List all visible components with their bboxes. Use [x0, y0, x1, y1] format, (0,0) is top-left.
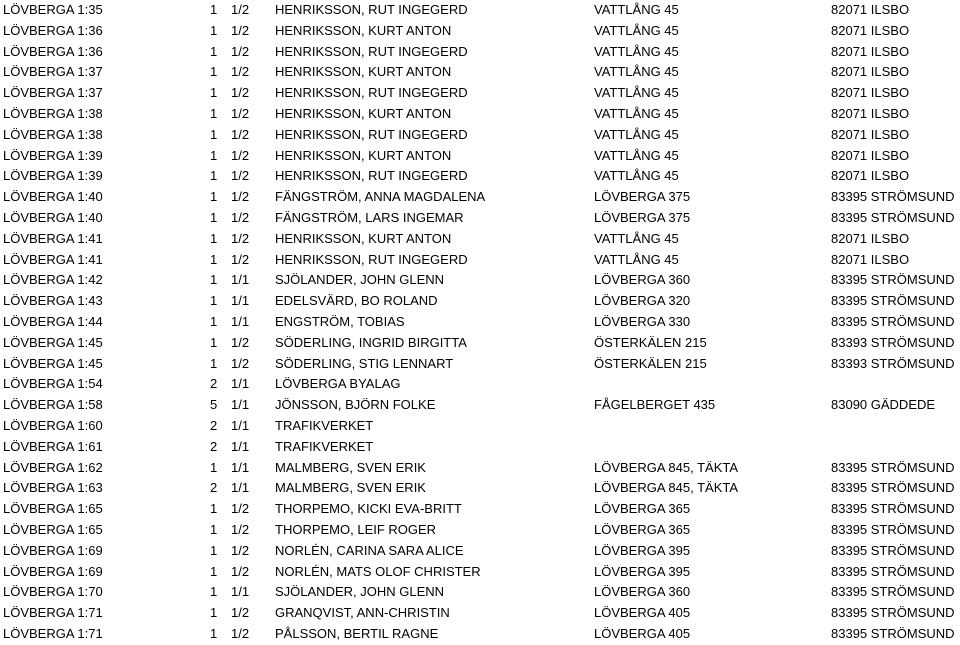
owner-cell: HENRIKSSON, RUT INGEGERD — [275, 85, 468, 101]
postal-cell: 83395 STRÖMSUND — [831, 209, 955, 225]
owner-cell: NORLÉN, MATS OLOF CHRISTER — [275, 563, 481, 579]
share-cell: 1/1 — [231, 293, 250, 309]
table-row — [0, 187, 960, 208]
owner-cell: HENRIKSSON, RUT INGEGERD — [275, 251, 468, 267]
postal-cell: 82071 ILSBO — [831, 126, 910, 142]
count-cell: 2 — [210, 417, 218, 433]
count-cell: 1 — [210, 272, 218, 288]
address-cell: VATTLÅNG 45 — [594, 105, 679, 121]
table-row — [0, 374, 960, 395]
table-row — [0, 125, 960, 146]
table-row — [0, 458, 960, 479]
address-cell: VATTLÅNG 45 — [594, 43, 679, 59]
address-cell: VATTLÅNG 45 — [594, 22, 679, 38]
count-cell: 1 — [210, 147, 218, 163]
count-cell: 1 — [210, 334, 218, 350]
table-row — [0, 520, 960, 541]
owner-cell: TRAFIKVERKET — [275, 438, 374, 454]
table-row — [0, 42, 960, 63]
share-cell: 1/2 — [231, 334, 250, 350]
postal-cell: 83393 STRÖMSUND — [831, 355, 955, 371]
table-row — [0, 416, 960, 437]
address-cell: LÖVBERGA 845, TÄKTA — [594, 480, 739, 496]
address-cell: ÖSTERKÄLEN 215 — [594, 334, 707, 350]
table-row — [0, 499, 960, 520]
share-cell: 1/2 — [231, 64, 250, 80]
owner-cell: JÖNSSON, BJÖRN FOLKE — [275, 397, 436, 413]
property-cell: LÖVBERGA 1:60 — [3, 417, 103, 433]
address-cell: LÖVBERGA 405 — [594, 625, 691, 641]
address-cell: FÅGELBERGET 435 — [594, 397, 716, 413]
share-cell: 1/2 — [231, 521, 250, 537]
share-cell: 1/2 — [231, 105, 250, 121]
share-cell: 1/2 — [231, 168, 250, 184]
table-row — [0, 166, 960, 187]
count-cell: 1 — [210, 542, 218, 558]
share-cell: 1/2 — [231, 251, 250, 267]
address-cell: VATTLÅNG 45 — [594, 126, 679, 142]
address-cell: LÖVBERGA 845, TÄKTA — [594, 459, 739, 475]
table-row — [0, 354, 960, 375]
share-cell: 1/1 — [231, 376, 250, 392]
address-cell: VATTLÅNG 45 — [594, 85, 679, 101]
table-row — [0, 270, 960, 291]
property-cell: LÖVBERGA 1:58 — [3, 397, 103, 413]
owner-cell: SÖDERLING, INGRID BIRGITTA — [275, 334, 467, 350]
table-row — [0, 62, 960, 83]
share-cell: 1/2 — [231, 85, 250, 101]
postal-cell: 82071 ILSBO — [831, 85, 910, 101]
property-cell: LÖVBERGA 1:61 — [3, 438, 103, 454]
postal-cell: 82071 ILSBO — [831, 251, 910, 267]
share-cell: 1/2 — [231, 355, 250, 371]
owner-cell: HENRIKSSON, RUT INGEGERD — [275, 168, 468, 184]
table-row — [0, 582, 960, 603]
owner-cell: EDELSVÄRD, BO ROLAND — [275, 293, 438, 309]
share-cell: 1/2 — [231, 126, 250, 142]
owner-cell: SJÖLANDER, JOHN GLENN — [275, 584, 445, 600]
owner-cell: HENRIKSSON, RUT INGEGERD — [275, 43, 468, 59]
share-cell: 1/2 — [231, 22, 250, 38]
table-row — [0, 250, 960, 271]
table-row — [0, 146, 960, 167]
owner-cell: HENRIKSSON, RUT INGEGERD — [275, 2, 468, 17]
share-cell: 1/1 — [231, 417, 250, 433]
address-cell: VATTLÅNG 45 — [594, 230, 679, 246]
postal-cell: 83395 STRÖMSUND — [831, 563, 955, 579]
owner-cell: SJÖLANDER, JOHN GLENN — [275, 272, 445, 288]
table-row — [0, 395, 960, 416]
owner-cell: MALMBERG, SVEN ERIK — [275, 459, 426, 475]
owner-cell: ENGSTRÖM, TOBIAS — [275, 313, 405, 329]
property-cell: LÖVBERGA 1:38 — [3, 126, 103, 142]
table-row — [0, 291, 960, 312]
owner-cell: TRAFIKVERKET — [275, 417, 374, 433]
share-cell: 1/2 — [231, 542, 250, 558]
postal-cell: 82071 ILSBO — [831, 230, 910, 246]
count-cell: 1 — [210, 43, 218, 59]
address-cell: VATTLÅNG 45 — [594, 147, 679, 163]
property-cell: LÖVBERGA 1:70 — [3, 584, 103, 600]
address-cell: LÖVBERGA 365 — [594, 501, 691, 517]
address-cell: LÖVBERGA 395 — [594, 542, 691, 558]
property-cell: LÖVBERGA 1:41 — [3, 251, 103, 267]
address-cell: LÖVBERGA 320 — [594, 293, 691, 309]
owner-cell: HENRIKSSON, RUT INGEGERD — [275, 126, 468, 142]
postal-cell: 82071 ILSBO — [831, 2, 910, 17]
owner-cell: THORPEMO, LEIF ROGER — [275, 521, 437, 537]
address-cell: LÖVBERGA 395 — [594, 563, 691, 579]
table-row — [0, 21, 960, 42]
table-row — [0, 312, 960, 333]
count-cell: 1 — [210, 605, 218, 621]
postal-cell: 83395 STRÖMSUND — [831, 584, 955, 600]
table-row — [0, 624, 960, 645]
property-cell: LÖVBERGA 1:37 — [3, 64, 103, 80]
count-cell: 1 — [210, 209, 218, 225]
count-cell: 2 — [210, 480, 218, 496]
property-cell: LÖVBERGA 1:44 — [3, 313, 103, 329]
count-cell: 1 — [210, 85, 218, 101]
share-cell: 1/2 — [231, 209, 250, 225]
share-cell: 1/1 — [231, 459, 250, 475]
share-cell: 1/1 — [231, 584, 250, 600]
property-cell: LÖVBERGA 1:39 — [3, 168, 103, 184]
share-cell: 1/2 — [231, 501, 250, 517]
owner-cell: LÖVBERGA BYALAG — [275, 376, 401, 392]
count-cell: 1 — [210, 563, 218, 579]
share-cell: 1/1 — [231, 438, 250, 454]
property-cell: LÖVBERGA 1:69 — [3, 563, 103, 579]
address-cell: LÖVBERGA 375 — [594, 189, 691, 205]
postal-cell: 83395 STRÖMSUND — [831, 625, 955, 641]
share-cell: 1/2 — [231, 43, 250, 59]
address-cell: LÖVBERGA 360 — [594, 272, 691, 288]
share-cell: 1/2 — [231, 563, 250, 579]
share-cell: 1/2 — [231, 605, 250, 621]
property-cell: LÖVBERGA 1:71 — [3, 605, 103, 621]
property-cell: LÖVBERGA 1:42 — [3, 272, 103, 288]
count-cell: 1 — [210, 64, 218, 80]
table-row — [0, 437, 960, 458]
address-cell: LÖVBERGA 365 — [594, 521, 691, 537]
table-row — [0, 562, 960, 583]
property-cell: LÖVBERGA 1:63 — [3, 480, 103, 496]
count-cell: 1 — [210, 230, 218, 246]
address-cell: ÖSTERKÄLEN 215 — [594, 355, 707, 371]
table-row — [0, 478, 960, 499]
count-cell: 1 — [210, 625, 218, 641]
count-cell: 1 — [210, 313, 218, 329]
postal-cell: 83395 STRÖMSUND — [831, 480, 955, 496]
table-row — [0, 603, 960, 624]
property-cell: LÖVBERGA 1:54 — [3, 376, 103, 392]
count-cell: 1 — [210, 521, 218, 537]
owner-cell: HENRIKSSON, KURT ANTON — [275, 64, 452, 80]
owner-cell: HENRIKSSON, KURT ANTON — [275, 230, 452, 246]
share-cell: 1/1 — [231, 480, 250, 496]
share-cell: 1/2 — [231, 625, 250, 641]
property-cell: LÖVBERGA 1:62 — [3, 459, 103, 475]
count-cell: 2 — [210, 376, 218, 392]
count-cell: 1 — [210, 584, 218, 600]
postal-cell: 83395 STRÖMSUND — [831, 542, 955, 558]
postal-cell: 83395 STRÖMSUND — [831, 293, 955, 309]
owner-cell: HENRIKSSON, KURT ANTON — [275, 22, 452, 38]
table-row — [0, 229, 960, 250]
address-cell: LÖVBERGA 375 — [594, 209, 691, 225]
share-cell: 1/2 — [231, 189, 250, 205]
postal-cell: 82071 ILSBO — [831, 168, 910, 184]
owner-cell: FÄNGSTRÖM, ANNA MAGDALENA — [275, 189, 486, 205]
owner-cell: PÅLSSON, BERTIL RAGNE — [275, 625, 439, 641]
owner-cell: THORPEMO, KICKI EVA-BRITT — [275, 501, 462, 517]
owner-cell: HENRIKSSON, KURT ANTON — [275, 105, 452, 121]
address-cell: VATTLÅNG 45 — [594, 2, 679, 17]
owner-cell: GRANQVIST, ANN-CHRISTIN — [275, 605, 450, 621]
count-cell: 1 — [210, 355, 218, 371]
share-cell: 1/1 — [231, 397, 250, 413]
address-cell: LÖVBERGA 405 — [594, 605, 691, 621]
address-cell: VATTLÅNG 45 — [594, 168, 679, 184]
property-cell: LÖVBERGA 1:43 — [3, 293, 103, 309]
postal-cell: 82071 ILSBO — [831, 64, 910, 80]
postal-cell: 83395 STRÖMSUND — [831, 501, 955, 517]
table-row — [0, 104, 960, 125]
postal-cell: 83395 STRÖMSUND — [831, 272, 955, 288]
property-cell: LÖVBERGA 1:65 — [3, 521, 103, 537]
postal-cell: 83090 GÄDDEDE — [831, 397, 936, 413]
count-cell: 1 — [210, 459, 218, 475]
share-cell: 1/1 — [231, 313, 250, 329]
count-cell: 1 — [210, 168, 218, 184]
table-row — [0, 541, 960, 562]
address-cell: VATTLÅNG 45 — [594, 64, 679, 80]
postal-cell: 83395 STRÖMSUND — [831, 605, 955, 621]
postal-cell: 83393 STRÖMSUND — [831, 334, 955, 350]
owner-cell: SÖDERLING, STIG LENNART — [275, 355, 454, 371]
count-cell: 1 — [210, 501, 218, 517]
property-cell: LÖVBERGA 1:40 — [3, 209, 103, 225]
property-cell: LÖVBERGA 1:37 — [3, 85, 103, 101]
table-row — [0, 333, 960, 354]
table-row — [0, 83, 960, 104]
share-cell: 1/1 — [231, 272, 250, 288]
owner-cell: NORLÉN, CARINA SARA ALICE — [275, 542, 464, 558]
property-cell: LÖVBERGA 1:65 — [3, 501, 103, 517]
postal-cell: 83395 STRÖMSUND — [831, 459, 955, 475]
postal-cell: 82071 ILSBO — [831, 43, 910, 59]
postal-cell: 83395 STRÖMSUND — [831, 313, 955, 329]
property-cell: LÖVBERGA 1:71 — [3, 625, 103, 641]
property-cell: LÖVBERGA 1:45 — [3, 355, 103, 371]
table-row — [0, 208, 960, 229]
share-cell: 1/2 — [231, 147, 250, 163]
count-cell: 1 — [210, 126, 218, 142]
table-row — [0, 0, 960, 21]
count-cell: 1 — [210, 22, 218, 38]
property-cell: LÖVBERGA 1:39 — [3, 147, 103, 163]
property-cell: LÖVBERGA 1:69 — [3, 542, 103, 558]
property-cell: LÖVBERGA 1:45 — [3, 334, 103, 350]
share-cell: 1/2 — [231, 230, 250, 246]
address-cell: VATTLÅNG 45 — [594, 251, 679, 267]
count-cell: 1 — [210, 2, 218, 17]
postal-cell: 82071 ILSBO — [831, 22, 910, 38]
property-cell: LÖVBERGA 1:41 — [3, 230, 103, 246]
owner-cell: MALMBERG, SVEN ERIK — [275, 480, 426, 496]
count-cell: 1 — [210, 105, 218, 121]
property-cell: LÖVBERGA 1:36 — [3, 22, 103, 38]
postal-cell: 83395 STRÖMSUND — [831, 521, 955, 537]
property-cell: LÖVBERGA 1:38 — [3, 105, 103, 121]
count-cell: 1 — [210, 293, 218, 309]
postal-cell: 83395 STRÖMSUND — [831, 189, 955, 205]
postal-cell: 82071 ILSBO — [831, 147, 910, 163]
property-cell: LÖVBERGA 1:36 — [3, 43, 103, 59]
address-cell: LÖVBERGA 360 — [594, 584, 691, 600]
property-cell: LÖVBERGA 1:40 — [3, 189, 103, 205]
property-cell: LÖVBERGA 1:35 — [3, 2, 103, 17]
postal-cell: 82071 ILSBO — [831, 105, 910, 121]
owner-cell: FÄNGSTRÖM, LARS INGEMAR — [275, 209, 464, 225]
owner-cell: HENRIKSSON, KURT ANTON — [275, 147, 452, 163]
count-cell: 2 — [210, 438, 218, 454]
address-cell: LÖVBERGA 330 — [594, 313, 691, 329]
count-cell: 1 — [210, 189, 218, 205]
share-cell: 1/2 — [231, 2, 250, 17]
count-cell: 5 — [210, 397, 218, 413]
count-cell: 1 — [210, 251, 218, 267]
